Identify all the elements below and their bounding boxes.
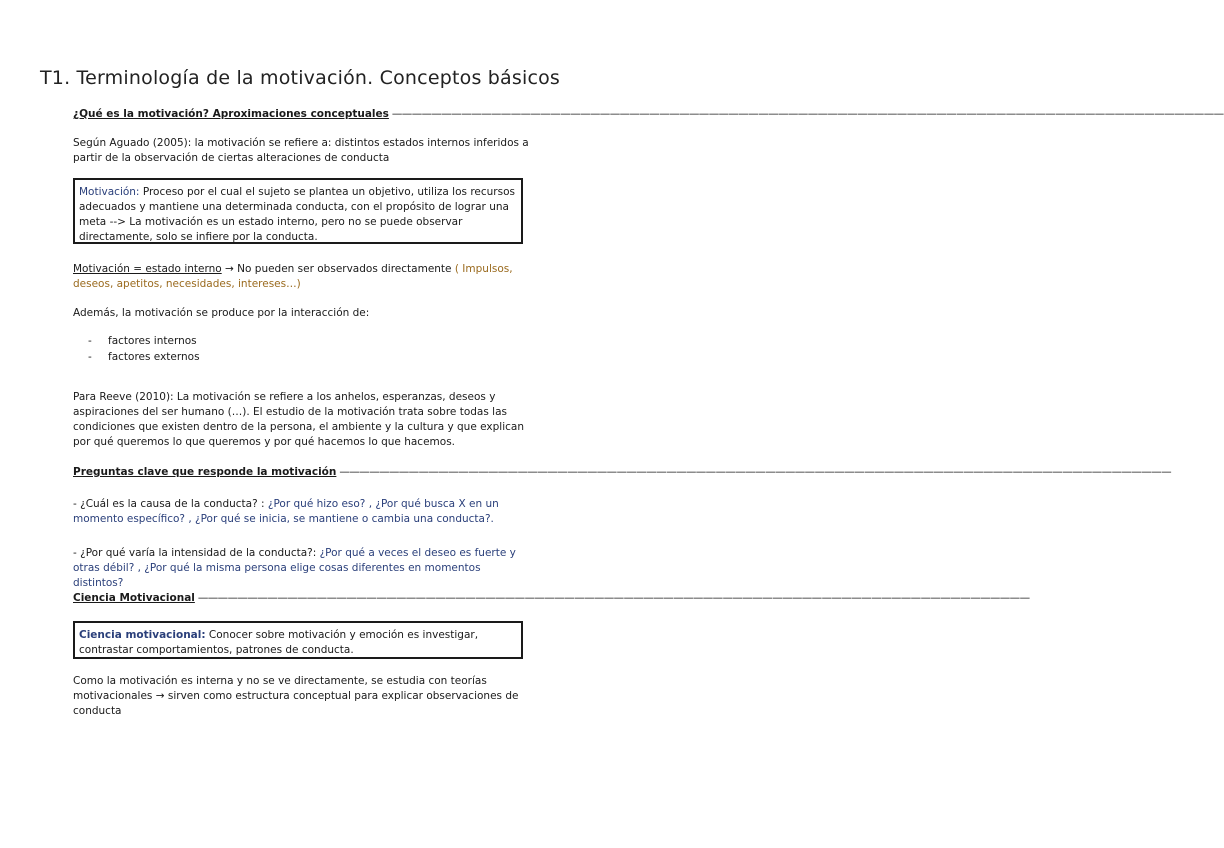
list-item: - factores externos <box>88 351 200 363</box>
list-item: - factores internos <box>88 335 197 347</box>
question-2-label: - ¿Por qué varía la intensidad de la conducta?: <box>73 547 317 559</box>
equation-paragraph <box>73 262 533 292</box>
equation-examples: ( Impulsos, deseos, apetitos, necesidades, intereses…) <box>73 263 513 290</box>
section-heading-label: ¿Qué es la motivación? Aproximaciones conceptuales <box>73 108 389 120</box>
definition-box <box>73 178 523 244</box>
definition-text: Proceso por el cual el sujeto se plantea un objetivo, utiliza los recursos adecuados y mantiene una determinada conducta, con el propósito de lograr una meta --> La motivación es un estado interno, pero no se puede observar directamente, solo se infiere por la conducta. <box>79 186 515 243</box>
question-2-text: ¿Por qué a veces el deseo es fuerte y otras débil? , ¿Por qué la misma persona elige cosas diferentes en momentos distintos? <box>73 547 516 589</box>
factors-list <box>88 333 200 365</box>
page-title: T1. Terminología de la motivación. Conceptos básicos <box>39 67 561 89</box>
heading-rule: ———————————————————————————————————————————————————————————————————————————————————— <box>339 466 1171 478</box>
science-definition-box <box>73 621 523 659</box>
science-definition-label: Ciencia motivacional: <box>79 629 206 641</box>
heading-rule: ———————————————————————————————————————————————————————————————————————————————————— <box>197 592 1030 604</box>
section-heading-motivation <box>73 108 1224 120</box>
closing-paragraph: Como la motivación es interna y no se ve directamente, se estudia con teorías motivacionales → sirven como estructura conceptual para explicar observaciones de conducta <box>73 675 519 717</box>
question-1-text: ¿Por qué hizo eso? , ¿Por qué busca X en un momento específico? , ¿Por qué se inicia, se mantiene o cambia una conducta?. <box>73 498 499 525</box>
ademas-paragraph: Además, la motivación se produce por la interacción de: <box>73 307 370 319</box>
reeve-paragraph: Para Reeve (2010): La motivación se refiere a los anhelos, esperanzas, deseos y aspiraciones del ser humano (…). El estudio de la motivación trata sobre todas las condiciones que existen dentro de la persona, el ambiente y la cultura y que explican por qué queremos lo que queremos y por qué hacemos lo que hacemos. <box>73 391 524 448</box>
equation-label: Motivación = estado interno <box>73 263 222 275</box>
heading-rule: ———————————————————————————————————————————————————————————————————————————————————— <box>391 108 1224 120</box>
section-heading-label: Ciencia Motivacional <box>73 592 195 604</box>
section-heading-questions <box>73 466 1171 478</box>
question-2 <box>73 546 528 591</box>
science-definition-text: Conocer sobre motivación y emoción es investigar, contrastar comportamientos, patrones de conducta. <box>79 629 479 656</box>
definition-label: Motivación: <box>79 186 140 198</box>
aguado-paragraph: Según Aguado (2005): la motivación se refiere a: distintos estados internos inferidos a partir de la observación de ciertas alteraciones de conducta <box>73 137 529 164</box>
equation-text: → No pueden ser observados directamente <box>221 263 455 275</box>
question-1-label: - ¿Cuál es la causa de la conducta? : <box>73 498 265 510</box>
question-1 <box>73 497 528 527</box>
section-heading-science <box>73 592 1030 604</box>
section-heading-label: Preguntas clave que responde la motivación <box>73 466 337 478</box>
